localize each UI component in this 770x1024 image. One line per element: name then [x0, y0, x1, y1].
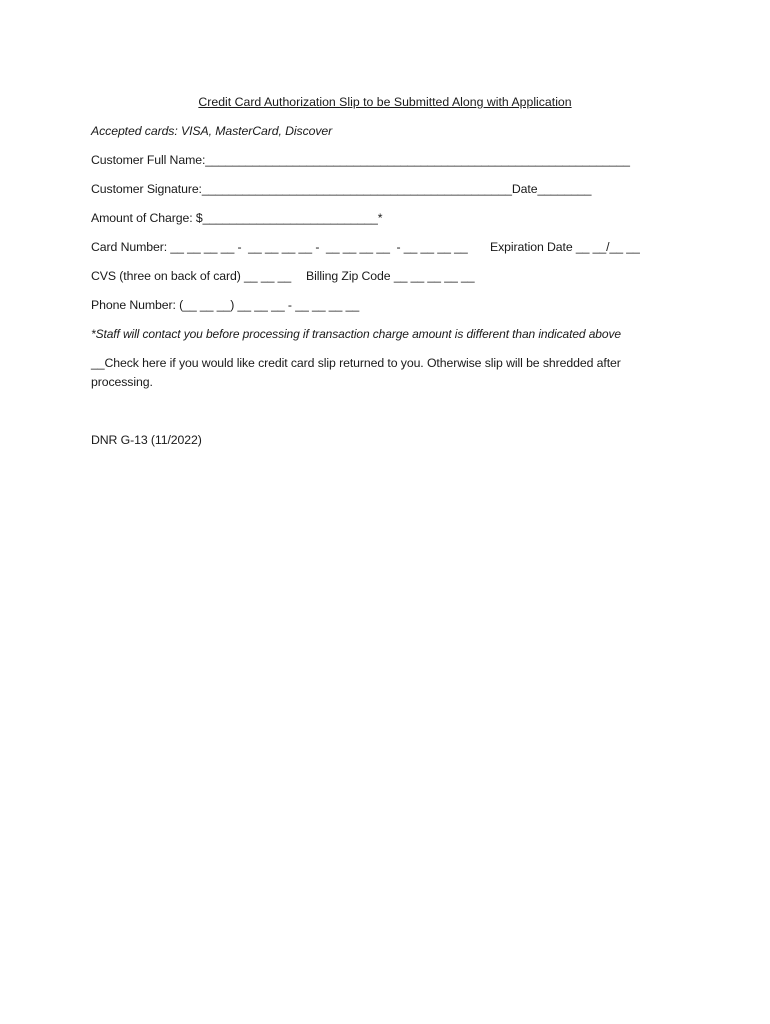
billing-zip-field: Billing Zip Code __ __ __ __ __	[306, 269, 475, 283]
card-number-field: Card Number: __ __ __ __ - __ __ __ __ - __ __ __ __ - __ __ __ __	[91, 240, 468, 254]
phone-number-field: Phone Number: (__ __ __) __ __ __ - __ __ __ __	[91, 298, 360, 312]
amount-of-charge-field: Amount of Charge: $__________________________*	[91, 211, 383, 225]
customer-signature-field: Customer Signature:______________________________________________Date________	[91, 182, 592, 196]
accepted-cards-text: Accepted cards: VISA, MasterCard, Discover	[91, 124, 333, 138]
staff-notice-text: *Staff will contact you before processing if transaction charge amount is different than indicated above	[91, 327, 621, 341]
customer-full-name-field: Customer Full Name:_______________________________________________________________	[91, 153, 630, 167]
expiration-date-field: Expiration Date __ __/__ __	[490, 240, 640, 254]
form-id-text: DNR G-13 (11/2022)	[91, 433, 202, 447]
form-title: Credit Card Authorization Slip to be Submitted Along with Application	[198, 95, 572, 109]
check-here-text: __Check here if you would like credit card slip returned to you. Otherwise slip will be shredded after processing.	[91, 356, 621, 389]
cvs-field: CVS (three on back of card) __ __ __	[91, 269, 292, 283]
